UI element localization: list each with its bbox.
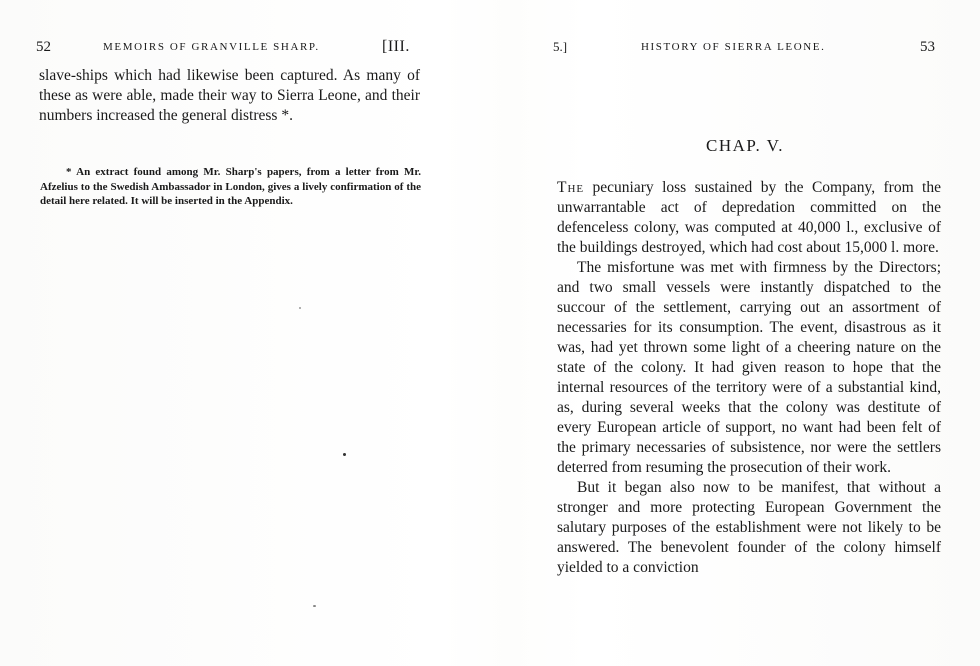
right-running-title: HISTORY OF SIERRA LEONE. <box>641 41 826 53</box>
chapter-heading: CHAP. V. <box>706 136 784 155</box>
print-speck <box>313 605 316 607</box>
left-section-marker: [III. <box>382 38 410 55</box>
right-body-text <box>557 178 941 578</box>
right-page-number: 53 <box>920 39 935 55</box>
paragraph-1-first-word: The <box>557 179 585 196</box>
right-section-marker: 5.] <box>553 39 568 54</box>
left-body-text: slave-ships which had likewise been captured. As many of these as were able, made their way to Sierra Leone, and their numbers increased the general distress *. <box>39 67 420 124</box>
left-running-title: MEMOIRS OF GRANVILLE SHARP. <box>103 41 320 53</box>
paragraph-2: The misfortune was met with firmness by the Directors; and two small vessels were instantly dispatched to the succour of the settlement, carrying out an assortment of necessaries for its consumption. The event, disastrous as it was, had yet thrown some light of a cheering nature on the state of the colony. It had given reason to hope that the internal resources of the territory were of a substantial kind, as, during several weeks that the colony was destitute of every European article of support, no want had been felt of the primary necessaries of subsistence, nor were the settlers deterred from resuming the prosecution of their work. <box>557 259 941 476</box>
paragraph-1 <box>557 178 941 258</box>
left-footnote: * An extract found among Mr. Sharp's papers, from a letter from Mr. Afzelius to the Swedish Ambassador in London, gives a lively confirmation of the detail here related. It will be inserted in the Appendix. <box>40 166 421 207</box>
right-page <box>520 0 980 666</box>
print-speck <box>343 453 346 456</box>
left-page-number: 52 <box>36 39 51 55</box>
left-page <box>0 0 480 666</box>
paragraph-3: But it began also now to be manifest, that without a stronger and more protecting European Government the salutary purposes of the establishment were not likely to be answered. The benevolent founder of the colony himself yielded to a conviction <box>557 479 941 576</box>
paragraph-1-text: pecuniary loss sustained by the Company, from the unwarrantable act of depredation committed on the defenceless colony, was computed at 40,000 l., exclusive of the buildings destroyed, which had cost about 15,000 l. more. <box>557 179 941 256</box>
print-speck <box>299 307 301 309</box>
